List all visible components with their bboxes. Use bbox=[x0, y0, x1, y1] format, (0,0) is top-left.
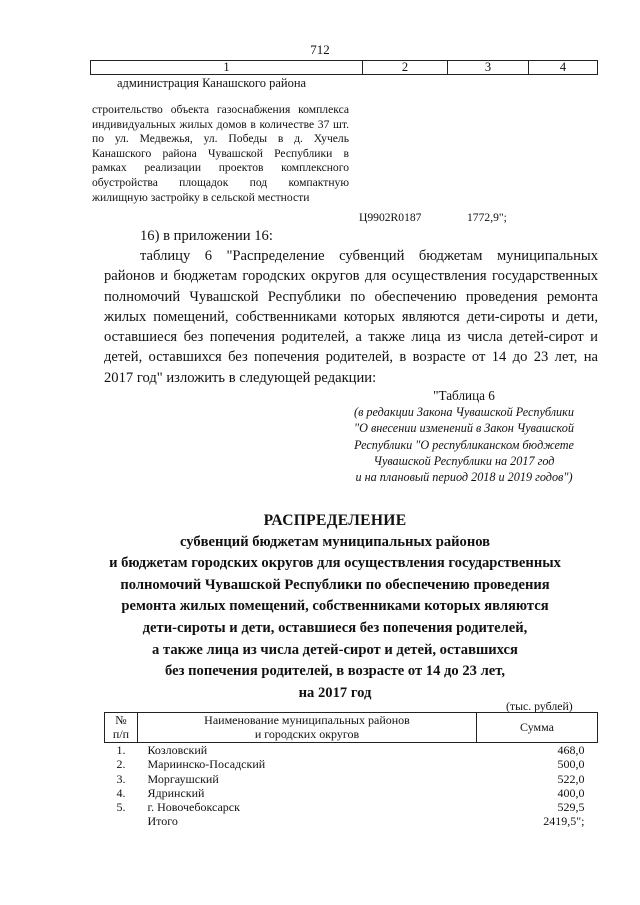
title-line: без попечения родителей, в возрасте от 14 до 23 лет, bbox=[165, 663, 505, 680]
table-reference bbox=[330, 388, 598, 485]
reference-line: "О внесении изменений в Закон Чувашской bbox=[354, 421, 574, 436]
row-num: 3. bbox=[116, 771, 126, 786]
col-sum-header: Сумма bbox=[477, 713, 598, 743]
row-sum: 400,0 bbox=[557, 785, 585, 800]
table-header-row bbox=[105, 713, 598, 743]
distribution-title bbox=[80, 510, 590, 704]
table-label: "Таблица 6 bbox=[433, 388, 495, 403]
total-sum: 2419,5"; bbox=[543, 814, 585, 829]
header-col-1: 1 bbox=[91, 61, 363, 75]
reference-line: Чувашской Республики на 2017 год bbox=[373, 453, 555, 468]
table-row bbox=[105, 772, 598, 786]
row-name: Ядринский bbox=[147, 785, 205, 800]
construction-amount: 1772,9"; bbox=[467, 211, 507, 224]
row-sum: 500,0 bbox=[557, 757, 585, 772]
title-heading: РАСПРЕДЕЛЕНИЕ bbox=[263, 512, 407, 529]
title-line: дети-сироты и дети, оставшиеся без попечения родителей, bbox=[142, 619, 528, 636]
row-sum: 468,0 bbox=[557, 743, 585, 757]
reference-line: и на плановый период 2018 и 2019 годов") bbox=[355, 470, 573, 485]
header-col-2: 2 bbox=[363, 61, 448, 75]
total-row bbox=[105, 814, 598, 828]
row-name: Мариинско-Посадский bbox=[147, 757, 266, 772]
row-num: 5. bbox=[116, 800, 126, 815]
col-num-header bbox=[105, 713, 138, 743]
row-name: Козловский bbox=[147, 743, 208, 757]
row-sum: 522,0 bbox=[557, 771, 585, 786]
table-row bbox=[105, 743, 598, 758]
title-line: а также лица из числа детей-сирот и детей, оставшихся bbox=[152, 641, 518, 658]
row-name: г. Новочебоксарск bbox=[147, 800, 240, 815]
construction-paragraph: строительство объекта газоснабжения комплекса индивидуальных жилых домов в количестве 37 шт. по ул. Медвежья, ул. Победы в д. Хучель Канашского района Чувашской Республики в рамках реализации проектов комплексного обустройства площадок под компактную жилищную застройку в сельской местности bbox=[92, 103, 349, 204]
row-num: 4. bbox=[116, 785, 126, 800]
header-column-table bbox=[90, 60, 598, 75]
table-row bbox=[105, 800, 598, 814]
construction-code: Ц9902R0187 bbox=[359, 211, 422, 224]
units-label: (тыс. рублей) bbox=[506, 699, 573, 713]
title-line: на 2017 год bbox=[298, 684, 372, 701]
header-col-4: 4 bbox=[529, 61, 598, 75]
row-name: Моргаушский bbox=[147, 771, 219, 786]
table-row bbox=[105, 757, 598, 771]
row-num: 2. bbox=[116, 757, 126, 772]
administration-line: администрация Канашского района bbox=[117, 76, 307, 90]
total-label: Итого bbox=[147, 814, 178, 829]
reference-line: Республики "О республиканском бюджете bbox=[354, 437, 574, 452]
row-sum: 529,5 bbox=[557, 800, 585, 815]
title-line: полномочий Чувашской Республики по обеспечению проведения bbox=[120, 576, 550, 593]
page-number: 712 bbox=[310, 42, 330, 57]
col-name-line: Наименование муниципальных районов bbox=[204, 713, 410, 727]
title-line: субвенций бюджетам муниципальных районов bbox=[179, 533, 491, 550]
title-line: ремонта жилых помещений, собственниками которых являются bbox=[121, 598, 549, 615]
header-col-3: 3 bbox=[448, 61, 529, 75]
table6-paragraph: таблицу 6 "Распределение субвенций бюджетам муниципальных районов и бюджетам городских округов для осуществления государственных полномочий Чувашской Республики по обеспечению проведения ремонта жилых помещений, собственниками которых являются дети-сироты и дети, оставшиеся без попечения родителей, а также лица из числа детей-сирот и детей, оставшихся без попечения родителей, в возрасте от 14 до 23 лет, на 2017 год" изложить в следующей редакции: bbox=[104, 248, 598, 386]
col-name-line: и городских округов bbox=[254, 726, 360, 741]
title-line: и бюджетам городских округов для осуществления государственных bbox=[109, 555, 561, 572]
col-num-line: п/п bbox=[112, 726, 130, 741]
col-num-line: № bbox=[115, 713, 127, 727]
table-row bbox=[105, 786, 598, 800]
distribution-table bbox=[104, 712, 598, 829]
reference-line: (в редакции Закона Чувашской Республики bbox=[354, 405, 574, 420]
col-name-header bbox=[138, 713, 477, 743]
row-num: 1. bbox=[116, 743, 126, 757]
item-16: 16) в приложении 16: bbox=[140, 228, 273, 244]
